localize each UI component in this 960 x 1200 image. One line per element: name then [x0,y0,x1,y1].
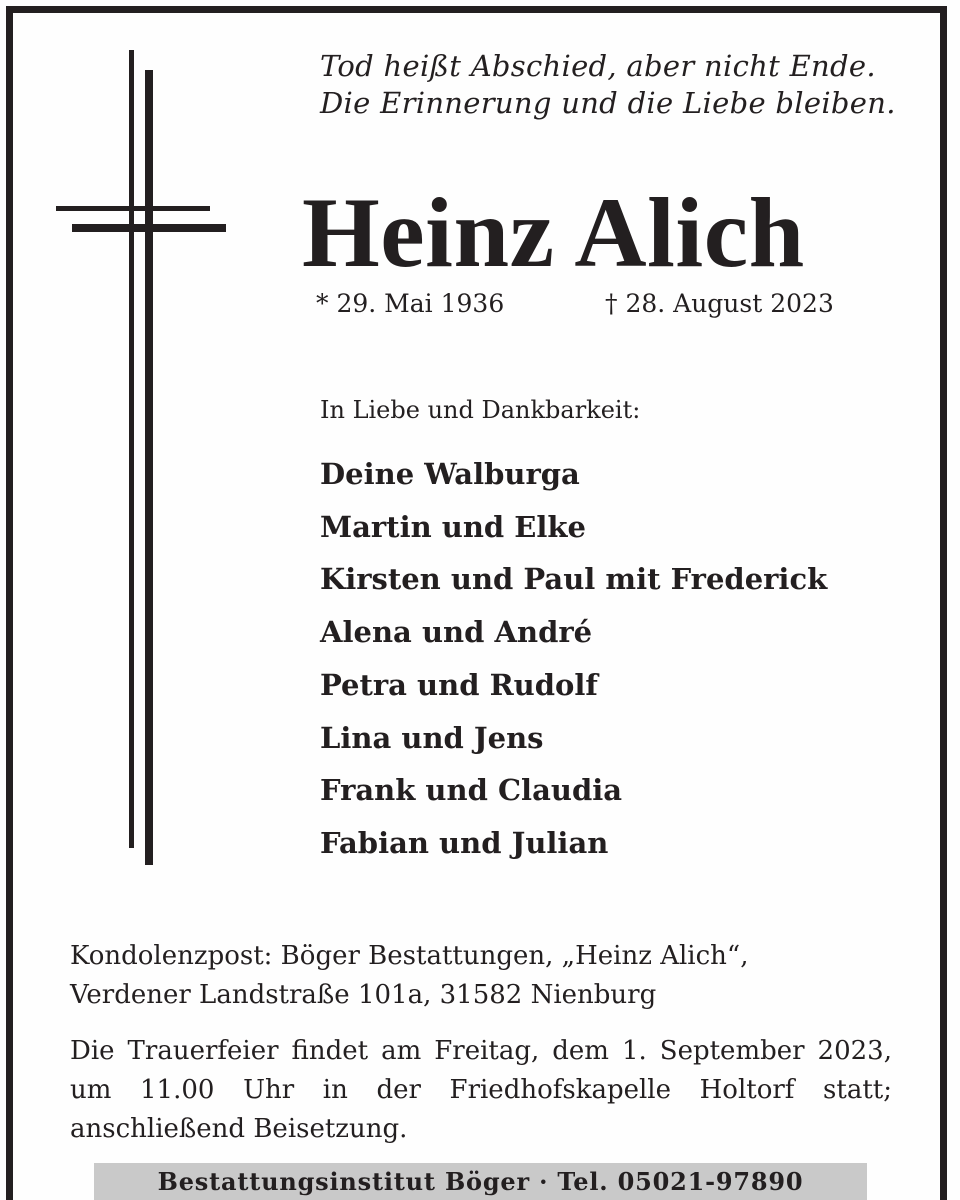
condolence-line-1: Kondolenzpost: Böger Bestattungen, „Heinz Alich“, [70,941,749,971]
ceremony-line-1: Die Trauerfeier findet am Freitag, dem 1. September 2023, [70,1036,892,1066]
condolence-address [70,937,748,1015]
ceremony-line-2: um 11.00 Uhr in der Friedhofskapelle Holtorf statt; [70,1075,892,1105]
motto [320,48,896,122]
condolence-line-2: Verdener Landstraße 101a, 31582 Nienburg [70,980,657,1010]
mourner-name: Martin und Elke [320,509,586,544]
cross-horizontal-bar-1 [56,206,210,211]
cross-vertical-bar-2 [145,70,153,865]
death-date: † 28. August 2023 [605,289,834,318]
funeral-home-footer: Bestattungsinstitut Böger · Tel. 05021-97890 [94,1163,867,1200]
mourner-name: Petra und Rudolf [320,667,598,702]
motto-line-1: Tod heißt Abschied, aber nicht Ende. [320,49,876,83]
mourners-list [320,448,827,870]
mourner-name: Deine Walburga [320,457,580,491]
mourners-intro: In Liebe und Dankbarkeit: [320,396,641,424]
motto-line-2: Die Erinnerung und die Liebe bleiben. [320,86,896,120]
deceased-name: Heinz Alich [302,177,805,288]
cross-vertical-bar-1 [129,50,134,848]
cross-horizontal-bar-2 [72,224,226,232]
ceremony-info [70,1032,892,1149]
mourner-name: Frank und Claudia [320,773,623,808]
mourner-name: Fabian und Julian [320,825,609,860]
mourner-name: Alena und André [320,615,593,650]
mourner-name: Lina und Jens [320,720,544,755]
ceremony-line-3: anschließend Beisetzung. [70,1114,408,1144]
birth-date: * 29. Mai 1936 [316,289,505,318]
mourner-name: Kirsten und Paul mit Frederick [320,562,828,597]
